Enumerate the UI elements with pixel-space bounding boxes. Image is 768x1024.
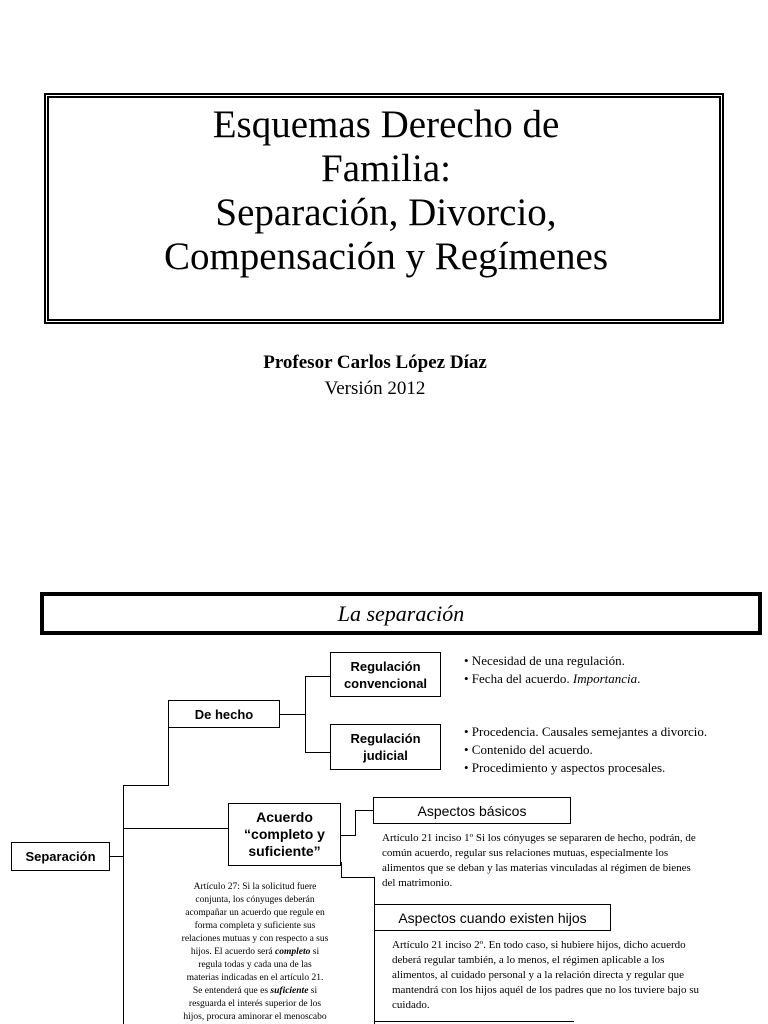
title-line: Familia: xyxy=(321,147,451,190)
bullet-text: • Fecha del acuerdo. xyxy=(464,671,573,686)
node-label: Aspectos cuando existen hijos xyxy=(398,909,587,926)
connector xyxy=(355,810,356,836)
paragraph-line: Artículo 21 inciso 1º Si los cónyuges se separaren de hecho, podrán, de xyxy=(382,832,696,844)
paragraph-line: resguarda el interés superior de los xyxy=(188,999,322,1009)
node-label: convencional xyxy=(343,675,428,691)
connector xyxy=(341,877,374,878)
title-line: Esquemas Derecho de xyxy=(212,103,560,146)
node-regulacion-convencional xyxy=(330,652,441,697)
bullet-item: • Procedimiento y aspectos procesales. xyxy=(464,760,666,775)
emphasis: suficiente xyxy=(270,986,309,996)
connector xyxy=(341,835,356,836)
bullets-convencional xyxy=(464,652,640,688)
node-aspectos-basicos xyxy=(373,797,571,824)
paragraph-line: deberá regular también, a lo menos, el régimen aplicable a los xyxy=(392,954,665,966)
paragraph-line: relaciones mutuas y con respecto a sus xyxy=(181,934,329,944)
bullet-emphasis: Importancia xyxy=(572,671,638,686)
title-line: Compensación y Regímenes xyxy=(163,235,609,278)
bullet-item: • Necesidad de una regulación. xyxy=(464,653,625,668)
paragraph-line: Artículo 27: Si la solicitud fuere xyxy=(193,882,317,892)
article-27 xyxy=(165,881,345,1024)
emphasis: completo xyxy=(275,947,311,957)
paragraph-line: materias indicadas en el artículo 21. xyxy=(186,973,324,983)
connector xyxy=(305,676,306,752)
node-regulacion-judicial xyxy=(330,724,441,770)
text-run: si xyxy=(310,947,320,957)
connector xyxy=(305,676,330,677)
text-run: hijos. El acuerdo será xyxy=(190,947,276,957)
connector xyxy=(374,877,375,904)
paragraph-line xyxy=(165,946,345,959)
node-acuerdo xyxy=(228,803,341,866)
paragraph-line: Artículo 21 inciso 2º. En todo caso, si hubiere hijos, dicho acuerdo xyxy=(392,939,686,951)
paragraph-line: alimentos que se deban y las materias vinculadas al régimen de bienes xyxy=(382,862,691,874)
paragraph-line: alimentos, al cuidado personal y a la relación directa y regular que xyxy=(392,969,684,981)
node-label: Acuerdo xyxy=(256,809,313,825)
paragraph-line: mantendrá con los hijos aquél de los padres que no los tuviere bajo su xyxy=(392,984,700,996)
connector xyxy=(374,930,375,1024)
node-label: Regulación xyxy=(350,731,421,746)
paragraph-line xyxy=(165,985,345,998)
paragraph-line: común acuerdo, regular sus relaciones mutuas, especialmente los xyxy=(382,847,669,859)
bullet-item: • Procedencia. Causales semejantes a divorcio. xyxy=(464,724,708,739)
node-label: De hecho xyxy=(194,706,254,722)
paragraph-line: conjunta, los cónyuges deberán xyxy=(195,895,315,905)
connector xyxy=(110,856,124,857)
connector xyxy=(341,862,342,877)
paragraph-line: hijos, procura aminorar el menoscabo xyxy=(183,1012,327,1022)
paragraph-line: acompañar un acuerdo que regule en xyxy=(185,908,325,918)
connector xyxy=(355,810,373,811)
connector xyxy=(123,785,124,1024)
document-title xyxy=(44,103,728,279)
version: Versión 2012 xyxy=(324,378,426,399)
node-label: suficiente” xyxy=(248,843,321,859)
connector xyxy=(374,1021,574,1022)
bullet-item: • Contenido del acuerdo. xyxy=(464,742,593,757)
text-run: Se entenderá que es xyxy=(192,986,271,996)
node-label: Regulación xyxy=(350,658,421,674)
node-label: Separación xyxy=(25,849,96,864)
node-de-hecho xyxy=(168,700,280,728)
node-separacion xyxy=(11,842,110,871)
bullets-judicial xyxy=(464,723,707,777)
paragraph-line: del matrimonio. xyxy=(382,877,453,889)
node-aspectos-hijos xyxy=(374,904,611,931)
node-label: judicial xyxy=(363,748,408,763)
bullet-text: . xyxy=(637,671,641,686)
connector xyxy=(123,785,168,786)
connector xyxy=(280,714,305,715)
article-21-inciso-2 xyxy=(392,938,762,1013)
bullet-item xyxy=(464,670,640,688)
connector xyxy=(123,828,228,829)
section-title: La separación xyxy=(40,592,762,635)
article-21-inciso-1 xyxy=(382,831,762,891)
paragraph-line: regula todas y cada una de las xyxy=(198,960,312,970)
text-run: si xyxy=(308,986,318,996)
connector xyxy=(305,752,330,753)
paragraph-line: cuidado. xyxy=(392,999,430,1011)
node-label: “completo y xyxy=(244,826,325,842)
author: Profesor Carlos López Díaz xyxy=(263,352,487,373)
node-label: Aspectos básicos xyxy=(417,802,527,819)
paragraph-line: forma completa y suficiente sus xyxy=(194,921,316,931)
title-line: Separación, Divorcio, xyxy=(215,191,557,234)
